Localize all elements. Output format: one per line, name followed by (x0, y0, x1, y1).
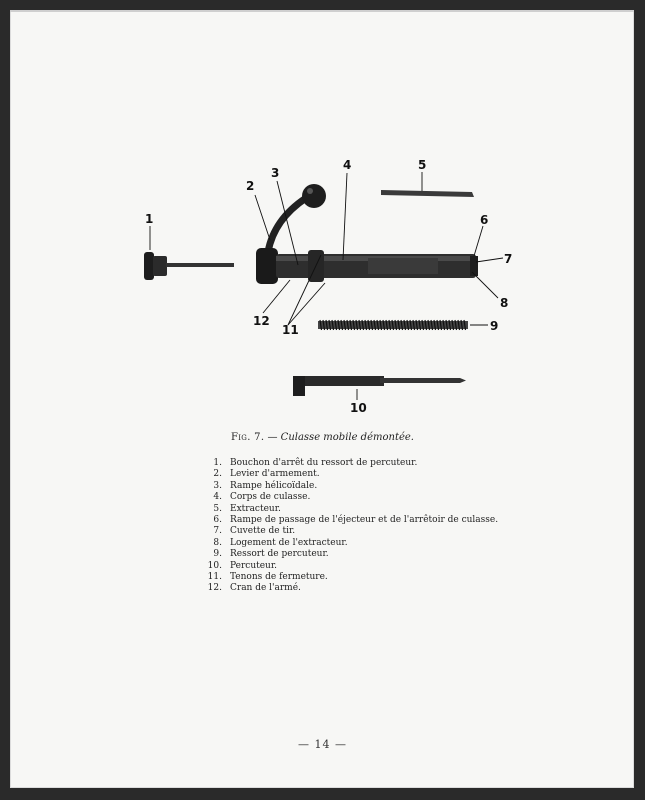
legend-item: 5. Extracteur. (213, 503, 281, 514)
part-1-spring-stop-plug (144, 252, 234, 280)
callout-10: 10 (350, 401, 367, 415)
callout-1: 1 (145, 212, 154, 226)
part-10-firing-pin (293, 376, 466, 396)
legend-item: 8. Logement de l'extracteur. (213, 537, 348, 548)
callout-9: 9 (490, 319, 499, 333)
callout-4: 4 (343, 158, 352, 172)
parts-legend (200, 458, 498, 595)
caption-figure-number: Fig. 7. (231, 432, 265, 443)
legend-item: 2. Levier d'armement. (213, 469, 320, 480)
callout-2: 2 (246, 179, 255, 193)
legend-item: 9. Ressort de percuteur. (213, 549, 329, 560)
legend-item: 7. Cuvette de tir. (213, 526, 296, 537)
callout-8: 8 (500, 296, 509, 310)
callout-12: 12 (253, 314, 270, 328)
callout-5: 5 (418, 158, 427, 172)
legend-item: 10. Percuteur. (207, 560, 278, 571)
callout-7: 7 (504, 252, 513, 266)
legend-item: 1. Bouchon d'arrêt du ressort de percuteur. (213, 458, 418, 468)
callout-3: 3 (271, 166, 280, 180)
legend-item: 12. Cran de l'armé. (207, 583, 301, 594)
page-number: — 14 — (298, 738, 347, 751)
legend-item: 4. Corps de culasse. (213, 492, 311, 503)
leader-lines (150, 172, 503, 400)
callout-11: 11 (282, 323, 299, 337)
callout-6: 6 (480, 213, 489, 227)
part-4-bolt-body (256, 248, 478, 284)
legend-item: 6. Rampe de passage de l'éjecteur et de l'arrêtoir de culasse. (213, 515, 499, 526)
part-9-firing-pin-spring (318, 320, 468, 330)
legend-item: 3. Rampe hélicoïdale. (213, 480, 318, 491)
caption-separator: — (267, 432, 278, 443)
legend-item: 11. Tenons de fermeture. (207, 572, 328, 583)
figure-caption (0, 432, 645, 443)
caption-title: Culasse mobile démontée. (280, 432, 414, 443)
part-2-cocking-lever (268, 184, 326, 252)
part-5-extractor (381, 190, 474, 197)
